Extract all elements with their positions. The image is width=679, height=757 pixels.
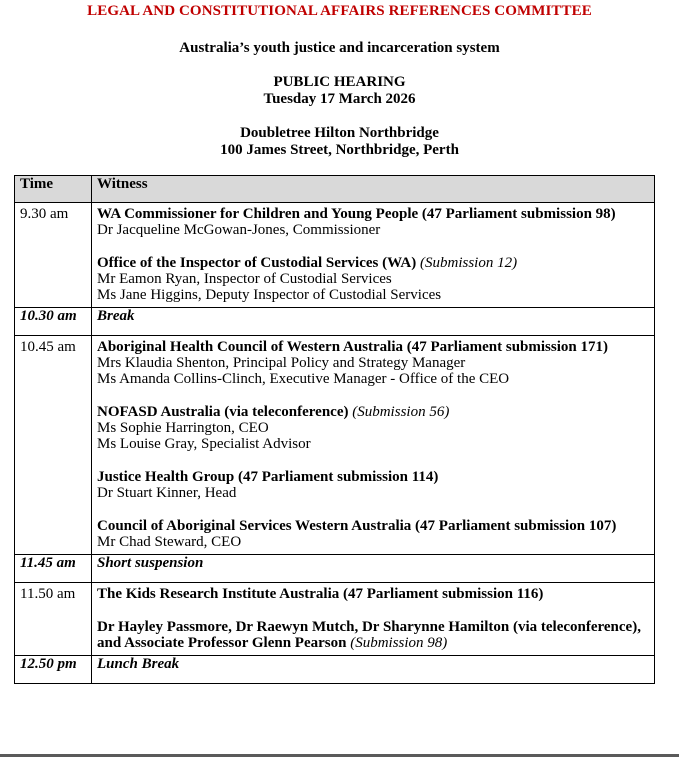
venue-name: Doubletree Hilton Northbridge	[240, 125, 439, 141]
inquiry-title: Australia’s youth justice and incarceration system	[179, 40, 500, 56]
witness-group	[97, 206, 649, 238]
submission-reference: (Submission 98)	[350, 635, 448, 651]
table-header-row	[15, 176, 655, 203]
witness-name: Dr Stuart Kinner, Head	[97, 485, 237, 501]
break-time: 10.30 am	[15, 308, 92, 336]
break-row	[15, 308, 655, 336]
group-spacer	[97, 238, 649, 255]
organisation-name: Council of Aboriginal Services Western Australia (47 Parliament submission 107)	[97, 518, 617, 534]
witness-name: Dr Jacqueline McGowan-Jones, Commissioner	[97, 222, 381, 238]
break-label: Lunch Break	[92, 656, 655, 684]
session-witnesses	[92, 583, 655, 656]
witness-name: Ms Jane Higgins, Deputy Inspector of Custodial Services	[97, 287, 442, 303]
hearing-date: Tuesday 17 March 2026	[263, 91, 416, 107]
submission-reference: (Submission 56)	[352, 404, 450, 420]
group-spacer	[97, 387, 649, 404]
session-time: 10.45 am	[15, 336, 92, 555]
witness-group	[97, 339, 649, 387]
organisation-name: Dr Hayley Passmore, Dr Raewyn Mutch, Dr Sharynne Hamilton (via teleconference), and Associate Professor Glenn Pearson	[97, 619, 641, 651]
session-row	[15, 203, 655, 308]
witness-name: Mr Chad Steward, CEO	[97, 534, 242, 550]
witness-name: Mr Eamon Ryan, Inspector of Custodial Services	[97, 271, 392, 287]
organisation-name: Office of the Inspector of Custodial Services (WA)	[97, 255, 417, 271]
group-spacer	[97, 602, 649, 619]
submission-reference: (Submission 12)	[420, 255, 518, 271]
session-time: 9.30 am	[15, 203, 92, 308]
witness-group	[97, 586, 649, 602]
schedule-table	[14, 175, 655, 684]
witness-group	[97, 255, 649, 303]
break-row	[15, 555, 655, 583]
hearing-type: PUBLIC HEARING	[273, 74, 406, 90]
witness-name: Ms Amanda Collins-Clinch, Executive Manager - Office of the CEO	[97, 371, 510, 387]
break-time: 12.50 pm	[15, 656, 92, 684]
time-column-header: Time	[15, 176, 92, 203]
session-row	[15, 583, 655, 656]
witness-column-header: Witness	[92, 176, 655, 203]
organisation-name: WA Commissioner for Children and Young People (47 Parliament submission 98)	[97, 206, 616, 222]
break-row	[15, 656, 655, 684]
witness-group	[97, 518, 649, 550]
break-label: Break	[92, 308, 655, 336]
group-spacer	[97, 501, 649, 518]
committee-title: LEGAL AND CONSTITUTIONAL AFFAIRS REFERENCES COMMITTEE	[87, 3, 592, 19]
session-witnesses	[92, 336, 655, 555]
session-witnesses	[92, 203, 655, 308]
organisation-name: Justice Health Group (47 Parliament submission 114)	[97, 469, 439, 485]
session-time: 11.50 am	[15, 583, 92, 656]
witness-name: Ms Sophie Harrington, CEO	[97, 420, 269, 436]
session-row	[15, 336, 655, 555]
venue-address: 100 James Street, Northbridge, Perth	[220, 142, 459, 158]
break-time: 11.45 am	[15, 555, 92, 583]
group-spacer	[97, 452, 649, 469]
break-label: Short suspension	[92, 555, 655, 583]
witness-group	[97, 619, 649, 651]
organisation-name: Aboriginal Health Council of Western Australia (47 Parliament submission 171)	[97, 339, 608, 355]
organisation-name: The Kids Research Institute Australia (47 Parliament submission 116)	[97, 586, 544, 602]
witness-name: Mrs Klaudia Shenton, Principal Policy and Strategy Manager	[97, 355, 466, 371]
organisation-name: NOFASD Australia (via teleconference)	[97, 404, 349, 420]
witness-group	[97, 469, 649, 501]
witness-name: Ms Louise Gray, Specialist Advisor	[97, 436, 311, 452]
witness-group	[97, 404, 649, 452]
